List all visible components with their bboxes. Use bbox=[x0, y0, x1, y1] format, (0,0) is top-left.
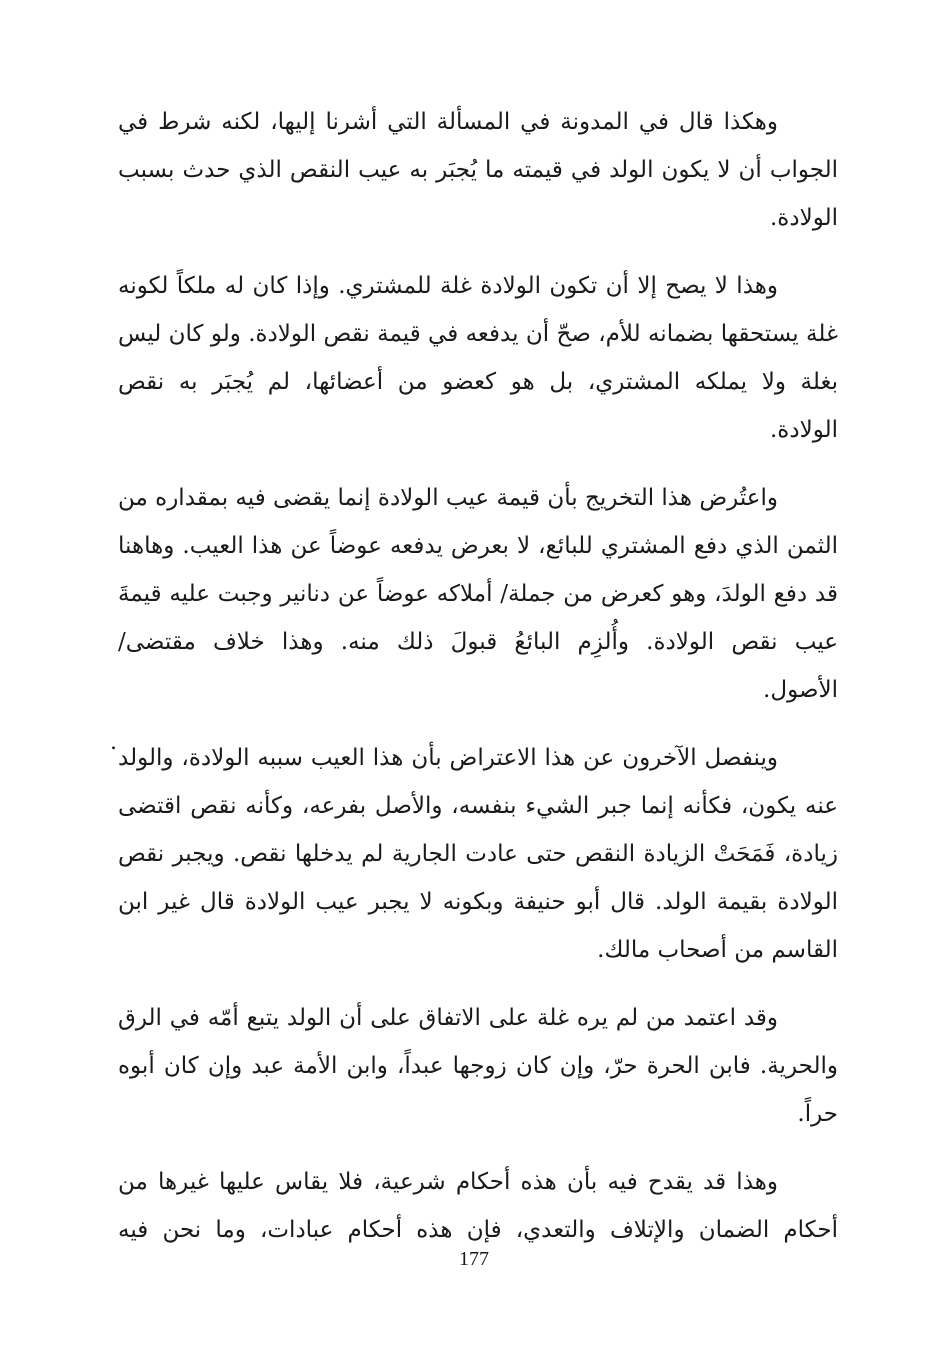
paragraph-6 bbox=[118, 1158, 838, 1254]
text-line: غلة يستحقها بضمانه للأم، صحّ أن يدفعه في قيمة نقص الولادة. ولو كان ليس bbox=[118, 321, 838, 347]
text-line: القاسم من أصحاب مالك. bbox=[597, 937, 838, 963]
text-line: وهكذا قال في المدونة في المسألة التي أشرنا إليها، لكنه شرط في bbox=[118, 109, 778, 135]
text-line: زيادة، فَمَحَتْ الزيادة النقص حتى عادت الجارية لم يدخلها نقص. ويجبر نقص bbox=[118, 841, 838, 867]
margin-mark: . bbox=[110, 730, 117, 755]
text-line: وهذا لا يصح إلا أن تكون الولادة غلة للمشتري. وإذا كان له ملكاً لكونه bbox=[118, 273, 778, 299]
text-line: عيب نقص الولادة. وأُلزِم البائعُ قبولَ ذلك منه. وهذا خلاف مقتضى/ bbox=[118, 629, 838, 655]
paragraph-5 bbox=[118, 994, 838, 1138]
page-number: 177 bbox=[459, 1248, 489, 1270]
text-line: الولادة. bbox=[769, 417, 838, 443]
text-line: قد دفع الولدَ، وهو كعرض من جملة/ أملاكه عوضاً عن دنانير وجبت عليه قيمةَ bbox=[118, 581, 838, 607]
paragraph-1 bbox=[118, 98, 838, 242]
paragraph-3 bbox=[118, 474, 838, 714]
paragraph-4 bbox=[118, 734, 838, 974]
body-text bbox=[118, 98, 838, 1274]
text-line: بغلة ولا يملكه المشتري، بل هو كعضو من أعضائها، لم يُجبَر به نقص bbox=[118, 369, 838, 395]
text-line: عنه يكون، فكأنه إنما جبر الشيء بنفسه، والأصل بفرعه، وكأنه نقص اقتضى bbox=[118, 793, 838, 819]
text-line: واعتُرض هذا التخريج بأن قيمة عيب الولادة إنما يقضى فيه بمقداره من bbox=[118, 485, 778, 511]
text-line: أحكام الضمان والإتلاف والتعدي، فإن هذه أحكام عبادات، وما نحن فيه bbox=[118, 1217, 838, 1243]
text-line: الأصول. bbox=[763, 677, 838, 703]
text-line: حراً. bbox=[797, 1101, 838, 1127]
text-line: وهذا قد يقدح فيه بأن هذه أحكام شرعية، فلا يقاس عليها غيرها من bbox=[118, 1169, 778, 1195]
paragraph-2 bbox=[118, 262, 838, 454]
text-line: الولادة. bbox=[769, 205, 838, 231]
text-line: الولادة بقيمة الولد. قال أبو حنيفة وبكونه لا يجبر عيب الولادة قال غير ابن bbox=[118, 889, 838, 915]
text-line: وقد اعتمد من لم يره غلة على الاتفاق على أن الولد يتبع أمّه في الرق bbox=[118, 1005, 778, 1031]
text-line: الثمن الذي دفع المشتري للبائع، لا بعرض يدفعه عوضاً عن هذا العيب. وهاهنا bbox=[118, 533, 838, 559]
text-line: والحرية. فابن الحرة حرّ، وإن كان زوجها عبداً، وابن الأمة عبد وإن كان أبوه bbox=[118, 1053, 838, 1079]
text-line: وينفصل الآخرون عن هذا الاعتراض بأن هذا العيب سببه الولادة، والولد bbox=[118, 745, 778, 771]
text-line: الجواب أن لا يكون الولد في قيمته ما يُجبَر به عيب النقص الذي حدث بسبب bbox=[118, 157, 838, 183]
